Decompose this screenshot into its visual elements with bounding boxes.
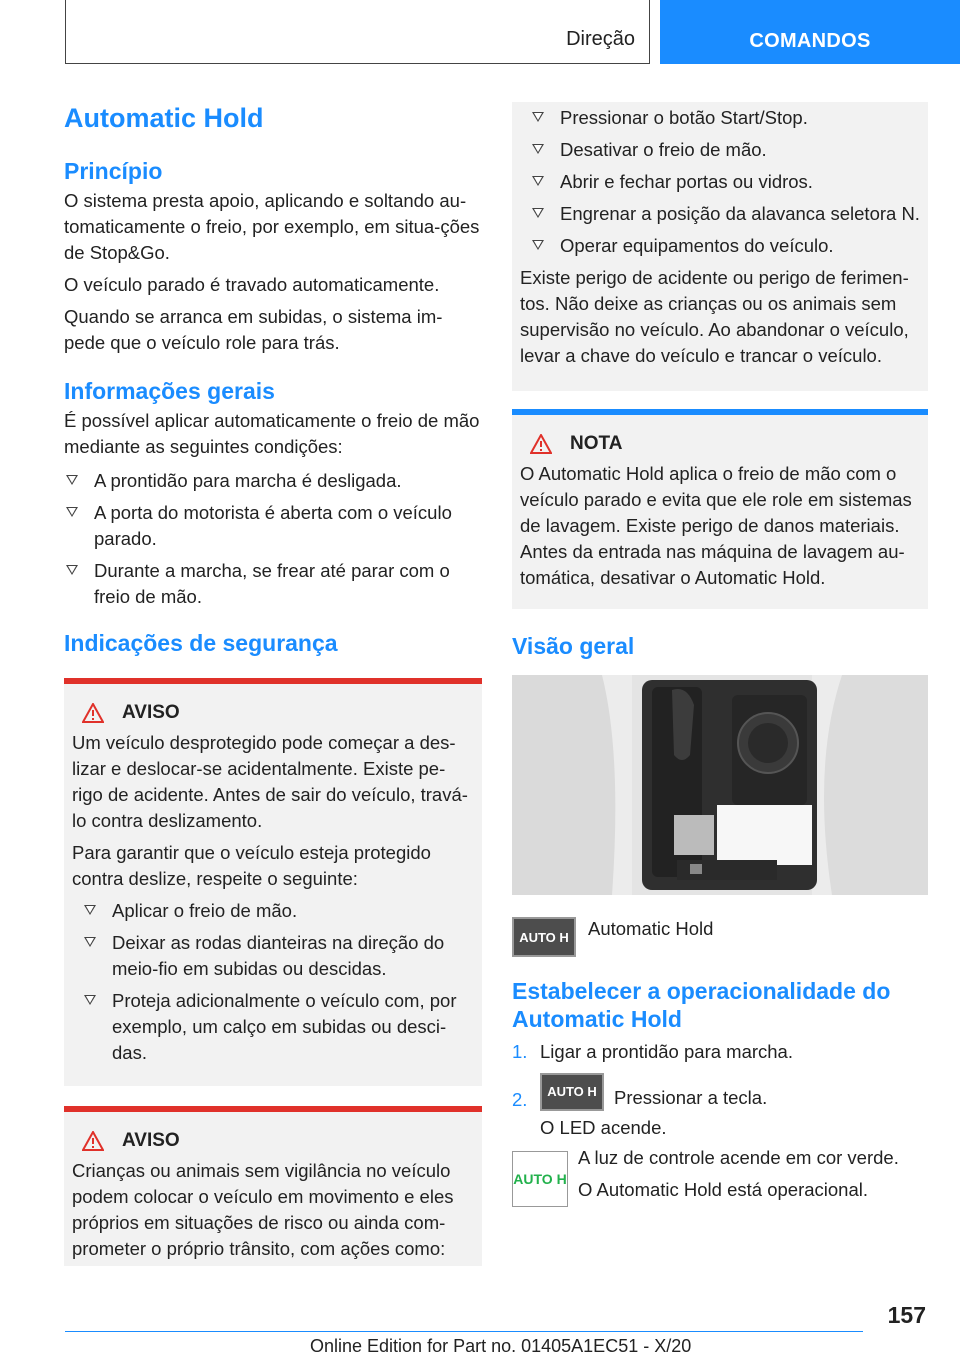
list-item: Desativar o freio de mão. [530, 137, 920, 163]
indicator-line-2: O Automatic Hold está operacional. [578, 1179, 868, 1200]
note-header [530, 433, 920, 455]
triangle-bullet-icon [532, 208, 544, 218]
triangle-bullet-icon [66, 507, 78, 517]
list-item: Engrenar a posição da alavanca seletora N. [530, 201, 920, 227]
auto-hold-key-icon: AUTO H [540, 1073, 604, 1111]
note-triangle-icon [530, 434, 552, 454]
indicator-row [512, 1145, 928, 1207]
warning-box-1 [64, 678, 482, 1086]
general-intro: É possível aplicar automaticamente o freio de mão mediante as seguintes condições: [64, 410, 480, 457]
warning-box-2-continued [512, 102, 928, 391]
principle-heading: Princípio [64, 158, 163, 184]
warning-2-list [530, 102, 920, 259]
principle-paragraph-3: Quando se arranca em subidas, o sistema im-pede que o veículo role para trás. [64, 306, 443, 353]
principle-paragraph-1: O sistema presta apoio, aplicando e soltando au-tomaticamente o freio, por exemplo, em situa-ções de Stop&Go. [64, 190, 480, 263]
note-label: NOTA [570, 433, 623, 454]
warning-1-list [82, 898, 474, 1066]
list-item: Aplicar o freio de mão. [82, 898, 474, 924]
page-title: Automatic Hold [64, 103, 264, 133]
triangle-bullet-icon [66, 475, 78, 485]
warning-label: AVISO [122, 702, 180, 723]
header-section-label: Direção [566, 28, 635, 50]
list-item: A porta do motorista é aberta com o veículo parado. [64, 500, 482, 552]
triangle-bullet-icon [532, 112, 544, 122]
list-item: Proteja adicionalmente o veículo com, por exemplo, um calço em subidas ou desci-das. [82, 988, 474, 1066]
left-column [64, 100, 482, 1266]
header-section-box [65, 0, 650, 64]
setup-heading: Estabelecer a operacionalidade do Automatic Hold [512, 978, 891, 1032]
warning-1-text-2: Para garantir que o veículo esteja protegido contra deslize, respeite o seguinte: [72, 842, 431, 889]
indicator-text-group [578, 1145, 899, 1203]
warning-triangle-icon [82, 1131, 104, 1151]
triangle-bullet-icon [532, 176, 544, 186]
warning-2-text: Crianças ou animais sem vigilância no veículo podem colocar o veículo em movimento e eles próprios em situações de risco ou ainda com-prometer o próprio trânsito, com ações como: [72, 1160, 454, 1259]
triangle-bullet-icon [84, 905, 96, 915]
warning-header [82, 1130, 474, 1152]
list-item: 2. AUTO H Pressionar a tecla. [512, 1073, 928, 1111]
auto-hold-caption: Automatic Hold [588, 918, 714, 939]
center-console-photo [512, 675, 928, 895]
footer-divider [65, 1331, 863, 1332]
warning-1-text: Um veículo desprotegido pode começar a des-lizar e deslocar-se acidentalmente. Existe pe-rigo de acidente. Antes de sair do veículo, travá-lo contra deslizamento. [72, 732, 468, 831]
list-item: Abrir e fechar portas ou vidros. [530, 169, 920, 195]
general-heading: Informações gerais [64, 378, 275, 404]
triangle-bullet-icon [532, 240, 544, 250]
triangle-bullet-icon [84, 995, 96, 1005]
triangle-bullet-icon [66, 565, 78, 575]
warning-triangle-icon [82, 703, 104, 723]
triangle-bullet-icon [532, 144, 544, 154]
header-chapter-label: COMANDOS [749, 30, 871, 52]
auto-hold-button-icon: AUTO H [512, 917, 576, 957]
list-item: Durante a marcha, se frear até parar com o freio de mão. [64, 558, 482, 610]
list-item: Operar equipamentos do veículo. [530, 233, 920, 259]
triangle-bullet-icon [84, 937, 96, 947]
warning-2-tail-text: Existe perigo de acidente ou perigo de ferimen-tos. Não deixe as crianças ou os animais sem supervisão no veículo. Ao abandonar o veículo, levar a chave do veículo e trancar o veículo. [520, 267, 909, 366]
list-item: A prontidão para marcha é desligada. [64, 468, 482, 494]
header-chapter-tab[interactable] [660, 0, 960, 64]
note-box [512, 409, 928, 609]
list-item: Pressionar o botão Start/Stop. [530, 105, 920, 131]
overview-heading: Visão geral [512, 633, 635, 659]
general-conditions-list [64, 468, 482, 610]
setup-steps [512, 1039, 928, 1111]
list-item: 1. Ligar a prontidão para marcha. [512, 1041, 793, 1062]
auto-hold-indicator-icon: AUTO H [512, 1151, 568, 1207]
page-number: 157 [887, 1302, 926, 1328]
note-text: O Automatic Hold aplica o freio de mão com o veículo parado e evita que ele role em sistemas de lavagem. Existe perigo de danos materiais. Antes da entrada nas máquina de lavagem au-tomática, desativar o Automatic Hold. [520, 463, 912, 588]
right-column [512, 102, 928, 1207]
indicator-line-1: A luz de controle acende em cor verde. [578, 1147, 899, 1168]
warning-box-2 [64, 1106, 482, 1266]
list-item: Deixar as rodas dianteiras na direção do meio-fio em subidas ou descidas. [82, 930, 474, 982]
principle-paragraph-2: O veículo parado é travado automaticamente. [64, 274, 440, 295]
warning-label: AVISO [122, 1130, 180, 1151]
warning-header [82, 702, 474, 724]
footer-edition: Online Edition for Part no. 01405A1EC51 - X/20 [310, 1336, 692, 1356]
led-text: O LED acende. [540, 1117, 667, 1138]
safety-heading: Indicações de segurança [64, 630, 338, 656]
overview-icon-row [512, 917, 928, 957]
